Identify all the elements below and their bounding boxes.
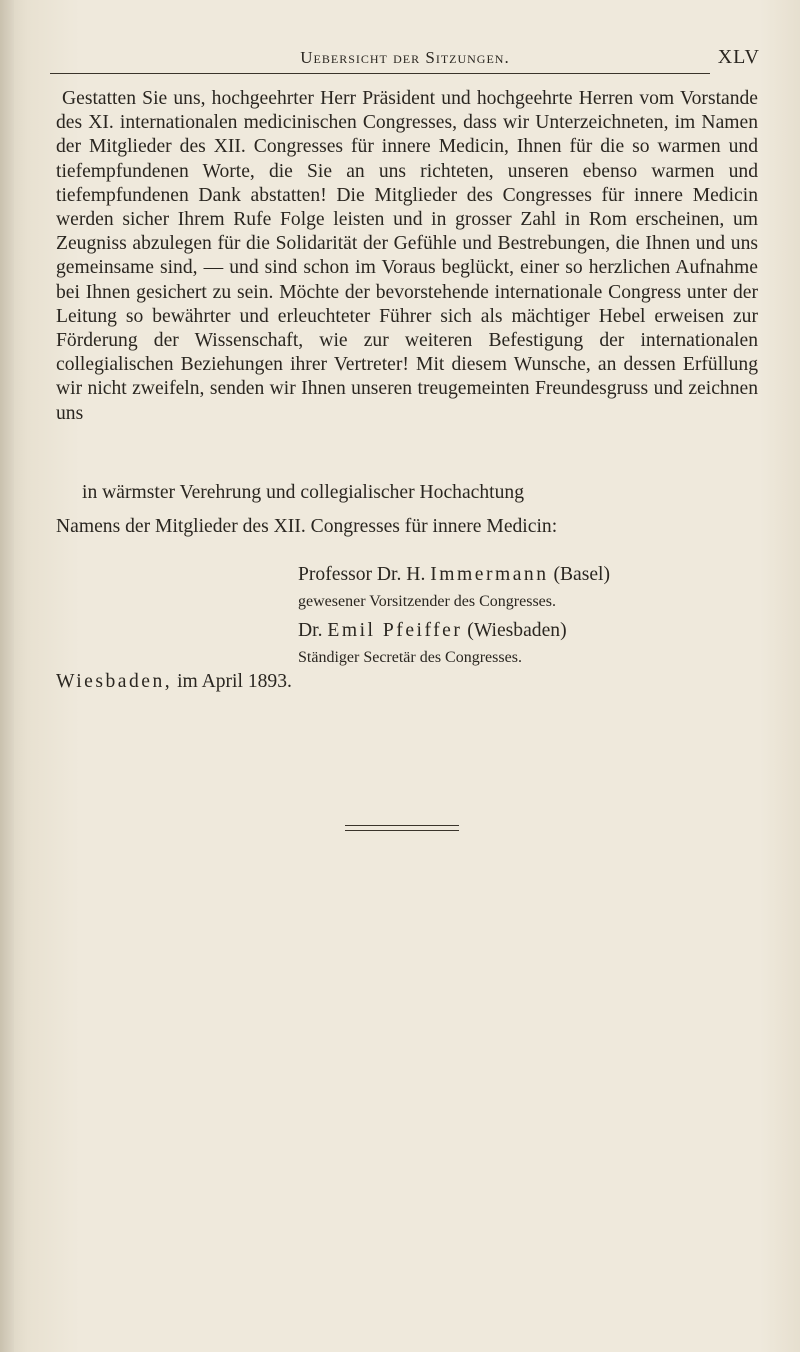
letter-body: Gestatten Sie uns, hochgeehrter Herr Präsident und hochgeehrte Herren vom Vorstande des XI. internationalen medicinischen Congresses, dass wir Unterzeichneten, im Namen der Mitglieder des XII. Congresses für innere Medicin, Ihnen für die so warmen und tiefempfundenen Worte, die Sie an uns richteten, unseren ebenso warmen und tiefempfundenen Dank abstatten! Die Mitglieder des Congresses für innere Medicin werden sicher Ihrem Rufe Folge leisten und in grosser Zahl in Rom erscheinen, um Zeugniss abzulegen für die Solidarität der Gefühle und Bestrebungen, die Ihnen und uns gemeinsame sind, — und sind schon im Voraus beglückt, einer so herzlichen Aufnahme bei Ihnen gesichert zu sein. Möchte der bevorstehende internationale Congress unter der Leitung so bewährter und erleuchteter Führer sich als mächtiger Hebel erweisen zur Förderung der Wissenschaft, wie zur weiteren Befestigung der internationalen collegialischen Beziehungen ihrer Vertreter! Mit diesem Wunsche, an dessen Erfüllung wir nicht zweifeln, senden wir Ihnen unseren treugemeinten Freundesgruss und zeichnen uns bbox=[56, 88, 758, 424]
signatory-2-surname: Emil Pfeiffer bbox=[327, 620, 463, 641]
signatory-1 bbox=[298, 564, 610, 586]
signatory-1-surname: Immermann bbox=[430, 564, 549, 585]
place-and-date bbox=[56, 671, 292, 693]
signatory-2-role: Ständiger Secretär des Congresses. bbox=[298, 649, 522, 666]
signatory-1-role: gewesener Vorsitzender des Congresses. bbox=[298, 593, 557, 610]
signatory-1-location: (Basel) bbox=[553, 564, 611, 585]
running-header-title: Uebersicht der Sitzungen. bbox=[300, 48, 510, 67]
closing-line-1: in wärmster Verehrung und collegialischer Hochachtung bbox=[82, 482, 524, 503]
header-rule bbox=[50, 73, 710, 74]
signatory-2 bbox=[298, 620, 567, 642]
end-rule-bottom bbox=[345, 830, 459, 831]
date: im April 1893. bbox=[177, 671, 292, 692]
signatory-2-prefix: Dr. bbox=[298, 620, 323, 641]
end-rule-top bbox=[345, 825, 459, 826]
page-number: XLV bbox=[717, 46, 760, 68]
signatory-2-location: (Wiesbaden) bbox=[467, 620, 567, 641]
page-binding-edge bbox=[0, 0, 14, 1352]
place: Wiesbaden, bbox=[56, 671, 173, 692]
closing-line-2: Namens der Mitglieder des XII. Congresses für innere Medicin: bbox=[56, 516, 558, 537]
running-header bbox=[50, 44, 760, 74]
signatory-1-prefix: Professor Dr. H. bbox=[298, 564, 426, 585]
